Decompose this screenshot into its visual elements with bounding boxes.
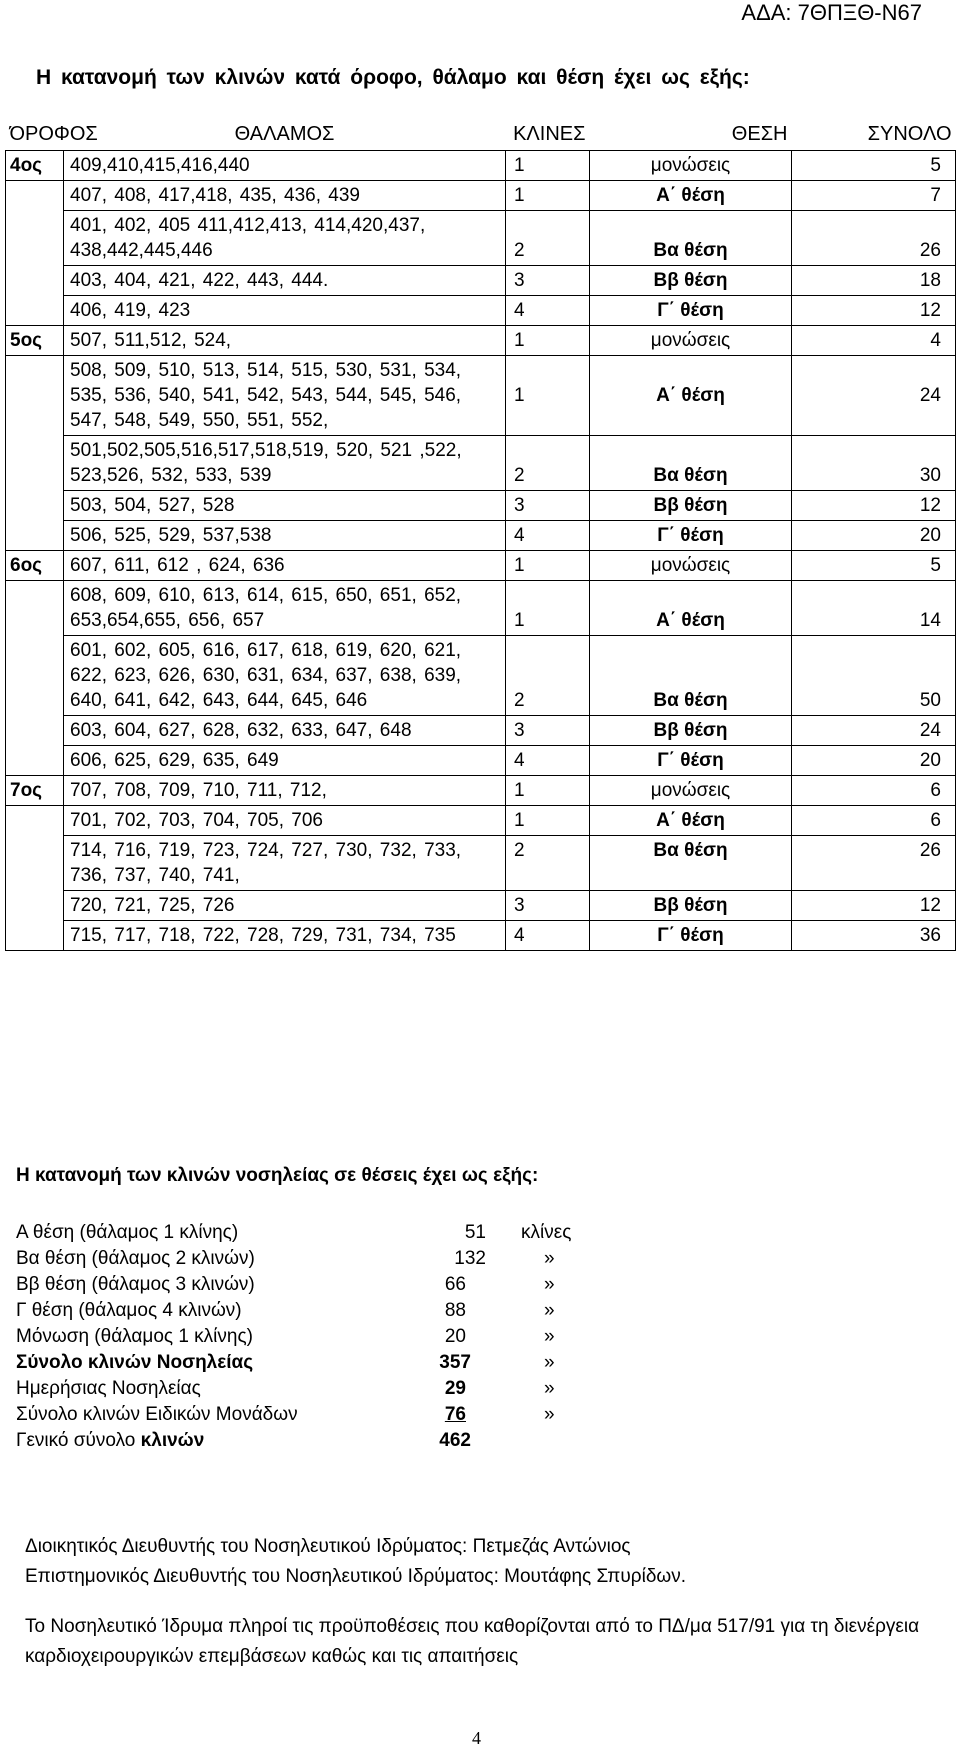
beds-cell: 1 xyxy=(506,581,590,636)
rooms-cell: 403, 404, 421, 422, 443, 444. xyxy=(64,266,506,296)
summary-value: 462 xyxy=(439,1430,471,1451)
table-row xyxy=(6,551,956,581)
footer-paragraph: Το Νοσηλευτικό Ίδρυμα πληροί τις προϋποθέσεις που καθορίζονται από το ΠΔ/μα 517/91 για τη διενέργεια καρδιοχειρουργικών επεμβάσεων καθώς και τις απαιτήσεις xyxy=(25,1616,920,1667)
total-cell: 5 xyxy=(792,151,956,181)
beds-cell: 2 xyxy=(506,836,590,891)
table-row xyxy=(6,806,956,836)
summary-label xyxy=(16,1428,204,1454)
summary-unit: κλίνες xyxy=(521,1222,572,1243)
table-row xyxy=(6,356,956,436)
floor-cell xyxy=(6,636,64,716)
total-cell: 5 xyxy=(792,551,956,581)
summary-value: 66 xyxy=(444,1274,466,1295)
floor-cell: 4ος xyxy=(6,151,64,181)
summary-unit: » xyxy=(544,1352,555,1373)
position-cell: Γ΄ θέση xyxy=(590,521,792,551)
position-cell: Βα θέση xyxy=(590,211,792,266)
rooms-cell: 608, 609, 610, 613, 614, 615, 650, 651, 652, 653,654,655, 656, 657 xyxy=(64,581,506,636)
rooms-cell: 607, 611, 612 , 624, 636 xyxy=(64,551,506,581)
floor-cell xyxy=(6,806,64,836)
rooms-cell: 603, 604, 627, 628, 632, 633, 647, 648 xyxy=(64,716,506,746)
total-cell: 18 xyxy=(792,266,956,296)
floor-cell xyxy=(6,716,64,746)
summary-label: Α θέση (θάλαμος 1 κλίνης) xyxy=(16,1222,239,1243)
position-cell: μονώσεις xyxy=(590,551,792,581)
position-cell: Βα θέση xyxy=(590,636,792,716)
beds-cell: 1 xyxy=(506,181,590,211)
header-floor: ΌΡΟΦΟΣ xyxy=(9,122,98,145)
beds-cell: 1 xyxy=(506,776,590,806)
summary-value: 51 xyxy=(464,1222,486,1243)
floor-cell xyxy=(6,581,64,636)
table-row xyxy=(6,296,956,326)
position-cell: Ββ θέση xyxy=(590,491,792,521)
summary-unit: » xyxy=(544,1274,555,1295)
summary-label: Σύνολο κλινών Νοσηλείας xyxy=(16,1352,254,1373)
position-cell: Βα θέση xyxy=(590,836,792,891)
rooms-cell: 601, 602, 605, 616, 617, 618, 619, 620, 621, 622, 623, 626, 630, 631, 634, 637, 638, 639, 640, 641, 642, 643, 644, 645, 646 xyxy=(64,636,506,716)
summary-label-part: Γενικό σύνολο xyxy=(16,1430,136,1451)
beds-cell: 1 xyxy=(506,806,590,836)
beds-cell: 1 xyxy=(506,356,590,436)
position-cell: Ββ θέση xyxy=(590,266,792,296)
total-cell: 36 xyxy=(792,921,956,951)
beds-cell: 1 xyxy=(506,326,590,356)
beds-cell: 2 xyxy=(506,211,590,266)
table-row xyxy=(6,211,956,266)
floor-cell: 5ος xyxy=(6,326,64,356)
position-cell: μονώσεις xyxy=(590,326,792,356)
total-cell: 20 xyxy=(792,746,956,776)
rooms-cell: 715, 717, 718, 722, 728, 729, 731, 734, 735 xyxy=(64,921,506,951)
beds-cell: 3 xyxy=(506,266,590,296)
floor-cell xyxy=(6,921,64,951)
total-cell: 26 xyxy=(792,836,956,891)
summary-unit: » xyxy=(544,1378,555,1399)
rooms-cell: 409,410,415,416,440 xyxy=(64,151,506,181)
table-row xyxy=(6,716,956,746)
total-cell: 24 xyxy=(792,356,956,436)
summary-label-bold: κλινών xyxy=(140,1430,205,1451)
table-row xyxy=(6,326,956,356)
position-cell: Α΄ θέση xyxy=(590,181,792,211)
position-cell: Γ΄ θέση xyxy=(590,296,792,326)
table-row xyxy=(6,746,956,776)
table-row xyxy=(6,636,956,716)
beds-cell: 4 xyxy=(506,746,590,776)
beds-cell: 2 xyxy=(506,636,590,716)
beds-cell: 3 xyxy=(506,891,590,921)
position-cell: μονώσεις xyxy=(590,151,792,181)
total-cell: 6 xyxy=(792,806,956,836)
table-row xyxy=(6,491,956,521)
summary-value: 132 xyxy=(454,1248,486,1269)
summary-unit: » xyxy=(544,1404,555,1425)
floor-cell xyxy=(6,296,64,326)
summary-value: 357 xyxy=(439,1352,471,1373)
summary-label: Σύνολο κλινών Ειδικών Μονάδων xyxy=(16,1404,298,1425)
rooms-cell: 707, 708, 709, 710, 711, 712, xyxy=(64,776,506,806)
page-number: 4 xyxy=(472,1728,481,1748)
rooms-cell: 507, 511,512, 524, xyxy=(64,326,506,356)
total-cell: 4 xyxy=(792,326,956,356)
rooms-cell: 407, 408, 417,418, 435, 436, 439 xyxy=(64,181,506,211)
rooms-cell: 406, 419, 423 xyxy=(64,296,506,326)
total-cell: 14 xyxy=(792,581,956,636)
rooms-cell: 508, 509, 510, 513, 514, 515, 530, 531, 534, 535, 536, 540, 541, 542, 543, 544, 545, 546, 547, 548, 549, 550, 551, 552, xyxy=(64,356,506,436)
scientific-director: Επιστημονικός Διευθυντής του Νοσηλευτικού Ιδρύματος: Μουτάφης Σπυρίδων. xyxy=(25,1566,687,1587)
floor-cell xyxy=(6,181,64,211)
table-row xyxy=(6,891,956,921)
bed-allocation-table xyxy=(5,118,956,951)
summary-label: Ημερήσιας Νοσηλείας xyxy=(16,1378,201,1399)
position-cell: Ββ θέση xyxy=(590,716,792,746)
summary-unit: » xyxy=(544,1300,555,1321)
floor-cell xyxy=(6,836,64,891)
table-header-row xyxy=(6,118,956,151)
position-cell: Γ΄ θέση xyxy=(590,921,792,951)
rooms-cell: 506, 525, 529, 537,538 xyxy=(64,521,506,551)
total-cell: 12 xyxy=(792,491,956,521)
summary-unit: » xyxy=(544,1326,555,1347)
summary-label: Μόνωση (θάλαμος 1 κλίνης) xyxy=(16,1326,253,1347)
administrative-director: Διοικητικός Διευθυντής του Νοσηλευτικού Ιδρύματος: Πετμεζάς Αντώνιος xyxy=(25,1536,631,1557)
total-cell: 6 xyxy=(792,776,956,806)
distribution-title: Η κατανομή των κλινών νοσηλείας σε θέσεις έχει ως εξής: xyxy=(16,1165,539,1186)
header-position: ΘΕΣΗ xyxy=(731,122,788,145)
summary-label: Ββ θέση (θάλαμος 3 κλινών) xyxy=(16,1274,255,1295)
header-rooms: ΘΑΛΑΜΟΣ xyxy=(234,122,335,145)
rooms-cell: 720, 721, 725, 726 xyxy=(64,891,506,921)
rooms-cell: 501,502,505,516,517,518,519, 520, 521 ,522, 523,526, 532, 533, 539 xyxy=(64,436,506,491)
beds-cell: 3 xyxy=(506,716,590,746)
summary-value: 29 xyxy=(444,1378,466,1399)
floor-cell xyxy=(6,521,64,551)
total-cell: 12 xyxy=(792,891,956,921)
header-total: ΣΥΝΟΛΟ xyxy=(867,122,952,145)
floor-cell xyxy=(6,891,64,921)
position-cell: Α΄ θέση xyxy=(590,356,792,436)
table-row xyxy=(6,836,956,891)
beds-cell: 3 xyxy=(506,491,590,521)
floor-cell xyxy=(6,211,64,266)
position-cell: Ββ θέση xyxy=(590,891,792,921)
table-row xyxy=(6,266,956,296)
summary-value: 76 xyxy=(444,1404,466,1425)
total-cell: 30 xyxy=(792,436,956,491)
table-row xyxy=(6,581,956,636)
rooms-cell: 503, 504, 527, 528 xyxy=(64,491,506,521)
beds-cell: 2 xyxy=(506,436,590,491)
position-cell: Βα θέση xyxy=(590,436,792,491)
summary-label: Βα θέση (θάλαμος 2 κλινών) xyxy=(16,1248,255,1269)
total-cell: 24 xyxy=(792,716,956,746)
floor-cell: 6ος xyxy=(6,551,64,581)
header-beds: ΚΛΙΝΕΣ xyxy=(513,122,586,145)
beds-cell: 1 xyxy=(506,151,590,181)
total-cell: 20 xyxy=(792,521,956,551)
total-cell: 26 xyxy=(792,211,956,266)
table-row xyxy=(6,151,956,181)
position-cell: Α΄ θέση xyxy=(590,581,792,636)
table-row xyxy=(6,436,956,491)
rooms-cell: 701, 702, 703, 704, 705, 706 xyxy=(64,806,506,836)
floor-cell xyxy=(6,356,64,436)
position-cell: Α΄ θέση xyxy=(590,806,792,836)
summary-value: 88 xyxy=(444,1300,466,1321)
directors-block xyxy=(25,1532,686,1592)
summary-label: Γ θέση (θάλαμος 4 κλινών) xyxy=(16,1300,242,1321)
floor-cell xyxy=(6,266,64,296)
table-row xyxy=(6,521,956,551)
beds-cell: 4 xyxy=(506,521,590,551)
rooms-cell: 401, 402, 405 411,412,413, 414,420,437, 438,442,445,446 xyxy=(64,211,506,266)
beds-cell: 4 xyxy=(506,296,590,326)
document-code: ΑΔΑ: 7ΘΠΞΘ-Ν67 xyxy=(741,0,922,25)
floor-cell xyxy=(6,746,64,776)
total-cell: 50 xyxy=(792,636,956,716)
floor-cell: 7ος xyxy=(6,776,64,806)
allocation-title: Η κατανομή των κλινών κατά όροφο, θάλαμο και θέση έχει ως εξής: xyxy=(36,66,750,89)
rooms-cell: 714, 716, 719, 723, 724, 727, 730, 732, 733, 736, 737, 740, 741, xyxy=(64,836,506,891)
summary-unit: » xyxy=(544,1248,555,1269)
beds-cell: 1 xyxy=(506,551,590,581)
summary-value: 20 xyxy=(444,1326,466,1347)
table-row xyxy=(6,181,956,211)
position-cell: μονώσεις xyxy=(590,776,792,806)
total-cell: 12 xyxy=(792,296,956,326)
table-row xyxy=(6,776,956,806)
beds-cell: 4 xyxy=(506,921,590,951)
total-cell: 7 xyxy=(792,181,956,211)
table-row xyxy=(6,921,956,951)
rooms-cell: 606, 625, 629, 635, 649 xyxy=(64,746,506,776)
position-cell: Γ΄ θέση xyxy=(590,746,792,776)
floor-cell xyxy=(6,436,64,491)
floor-cell xyxy=(6,491,64,521)
